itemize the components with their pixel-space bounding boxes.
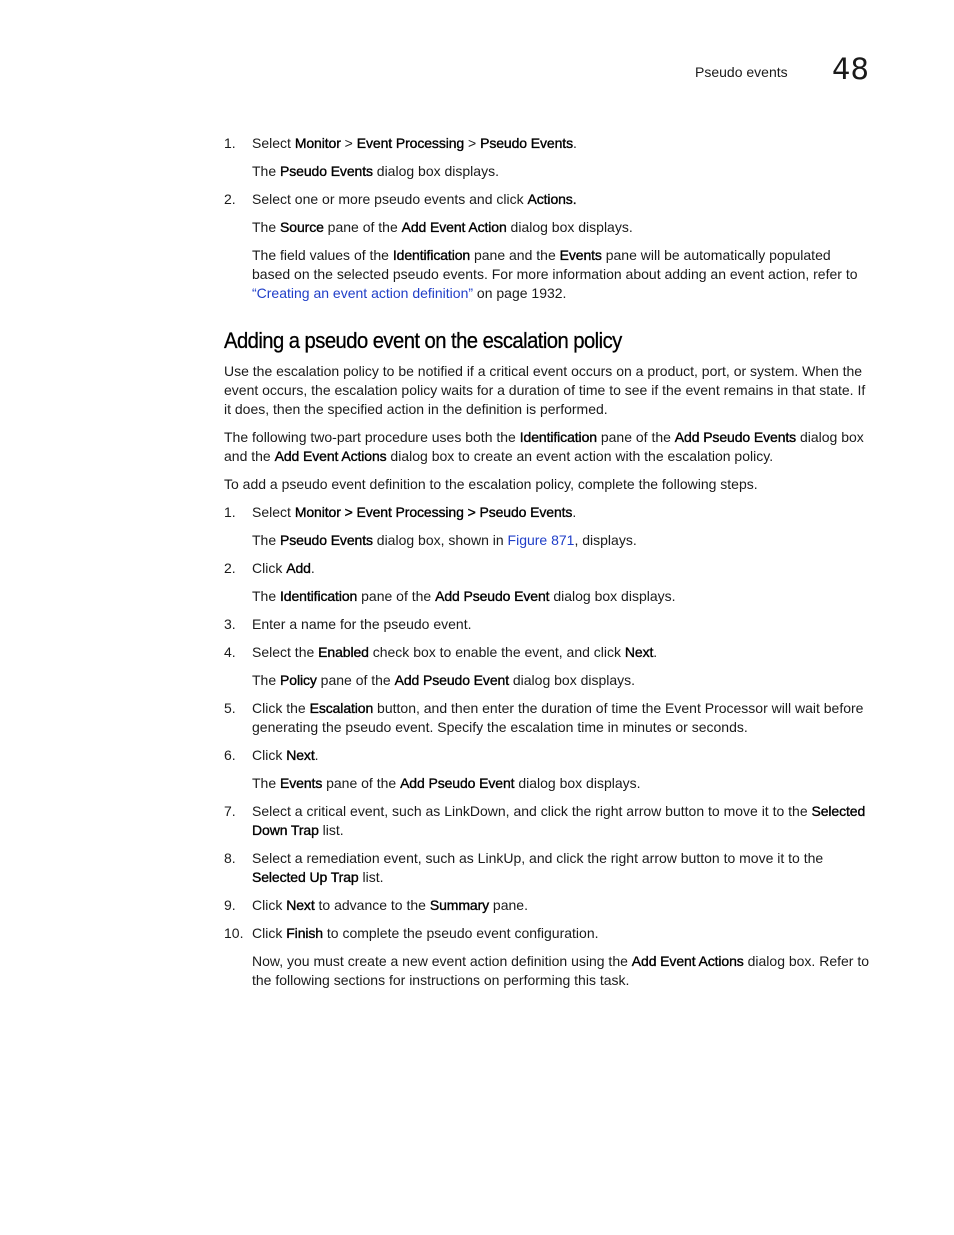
ui-term: Events: [280, 775, 323, 791]
figure-link[interactable]: Figure 871: [507, 532, 575, 548]
text: dialog box displays.: [506, 219, 633, 235]
text: Select: [252, 135, 295, 151]
text: >: [464, 135, 481, 151]
step-10: [224, 924, 870, 943]
text: pane of the: [322, 775, 401, 791]
intro-step-1-result: [224, 162, 870, 181]
ui-term: Add: [286, 560, 311, 576]
ui-term: Next: [286, 747, 315, 763]
intro-step-2-note: [224, 246, 870, 303]
text: .: [310, 560, 315, 576]
step-number: 10.: [224, 925, 244, 941]
ui-term: Event Processing: [356, 135, 465, 151]
intro-step-2: [224, 190, 870, 209]
step-number: 9.: [224, 897, 236, 913]
text: The: [252, 775, 281, 791]
step-number: 2.: [224, 560, 236, 576]
text: Select: [252, 504, 295, 520]
text: .: [314, 747, 319, 763]
step-number: 1.: [224, 135, 236, 151]
section-paragraph-3: To add a pseudo event definition to the escalation policy, complete the following steps.: [224, 476, 758, 492]
text: dialog box displays.: [549, 588, 676, 604]
step-10-result: [224, 952, 870, 990]
ui-term: Pseudo Events: [280, 532, 373, 548]
step-number: 7.: [224, 803, 236, 819]
text: button, and then enter the duration of time the Event Processor will wait before generating the pseudo event. Specify the escalation time in minutes or seconds.: [252, 700, 864, 735]
ui-term: Monitor: [294, 135, 341, 151]
step-8: [224, 849, 870, 887]
text: The following two-part procedure uses both the: [224, 429, 520, 445]
step-6: [224, 746, 870, 765]
step-3: [224, 615, 870, 634]
step-4-result: [224, 671, 870, 690]
ui-term: Escalation: [309, 700, 374, 716]
step-9: [224, 896, 870, 915]
ui-term: Add Event Actions: [631, 953, 744, 969]
ui-term: Next: [624, 644, 654, 660]
ui-term: Source: [280, 219, 324, 235]
text: pane of the: [357, 588, 436, 604]
step-7: [224, 802, 870, 840]
ui-term: Monitor > Event Processing > Pseudo Events: [294, 504, 573, 520]
ui-term: Summary: [429, 897, 490, 913]
step-1: [224, 503, 870, 522]
ui-term: Pseudo Events: [280, 163, 373, 179]
text: The: [252, 163, 281, 179]
text: The: [252, 532, 281, 548]
ui-term: Policy: [280, 672, 317, 688]
text: , displays.: [574, 532, 637, 548]
text: dialog box to create an event action with the escalation policy.: [386, 448, 774, 464]
ui-term: Add Pseudo Event: [394, 672, 509, 688]
section-paragraph-2: [224, 428, 870, 466]
text: Click: [252, 925, 287, 941]
ui-term: Finish: [286, 925, 323, 941]
text: Select one or more pseudo events and click: [252, 191, 528, 207]
ui-term: Add Pseudo Events: [674, 429, 797, 445]
chapter-number: 48: [832, 52, 869, 86]
text: to advance to the: [314, 897, 430, 913]
ui-term: Add Pseudo Event: [435, 588, 550, 604]
ui-term: Identification: [280, 588, 358, 604]
ui-term: Add Event Actions: [274, 448, 387, 464]
ui-term: Add Event Action: [401, 219, 507, 235]
step-2: [224, 559, 870, 578]
text: Select a critical event, such as LinkDown, and click the right arrow button to move it to the: [252, 803, 812, 819]
step-number: 2.: [224, 191, 236, 207]
text: pane of the: [316, 672, 395, 688]
text: dialog box displays.: [372, 163, 499, 179]
text: The: [252, 588, 281, 604]
text: .: [572, 135, 577, 151]
section-heading: Adding a pseudo event on the escalation policy: [224, 328, 622, 353]
ui-term: Next: [286, 897, 315, 913]
ui-term: Add Pseudo Event: [400, 775, 515, 791]
text: The: [252, 219, 281, 235]
text: pane of the: [596, 429, 675, 445]
step-2-result: [224, 587, 870, 606]
text: >: [340, 135, 357, 151]
text: Select the: [252, 644, 319, 660]
ui-term: Identification: [519, 429, 597, 445]
text: pane will be automatically populated based on the selected pseudo events. For more information about adding an event action, refer to: [252, 247, 858, 282]
ui-term: Identification: [392, 247, 471, 263]
step-4: [224, 643, 870, 662]
text: dialog box displays.: [508, 672, 636, 688]
text: Select a remediation event, such as LinkUp, and click the right arrow button to move it to the: [252, 850, 824, 866]
text: Click: [252, 747, 287, 763]
step-number: 5.: [224, 700, 236, 716]
text: Now, you must create a new event action definition using the: [252, 953, 632, 969]
step-number: 3.: [224, 616, 236, 632]
text: .: [653, 644, 658, 660]
text: pane of the: [323, 219, 402, 235]
text: Click the: [252, 700, 310, 716]
text: pane.: [489, 897, 528, 913]
text: Click: [252, 897, 287, 913]
text: .: [572, 504, 577, 520]
section-paragraph-1: Use the escalation policy to be notified if a critical event occurs on a product, port, or system. When the event occurs, the escalation policy waits for a duration of time to see if the event remains in that state. If it does, then the specified action in the definition is performed.: [224, 363, 866, 417]
cross-reference-link[interactable]: “Creating an event action definition”: [252, 285, 474, 301]
running-header-section: Pseudo events: [695, 64, 788, 80]
ui-term: Selected Up Trap: [252, 869, 359, 885]
text: dialog box and the: [224, 429, 864, 464]
intro-step-2-result: [224, 218, 870, 237]
intro-step-1: [224, 134, 870, 153]
text: list.: [358, 869, 384, 885]
text: pane and the: [470, 247, 560, 263]
text: on page 1932.: [473, 285, 567, 301]
page-content: [224, 134, 870, 999]
text: dialog box. Refer to the following sections for instructions on performing this task.: [252, 953, 870, 988]
step-number: 4.: [224, 644, 236, 660]
ui-term: Events: [559, 247, 602, 263]
text: Click: [252, 560, 287, 576]
text: The: [252, 672, 281, 688]
text: The field values of the: [252, 247, 393, 263]
step-1-result: [224, 531, 870, 550]
step-5: [224, 699, 870, 737]
text: Enter a name for the pseudo event.: [252, 616, 472, 632]
ui-term: Pseudo Events: [480, 135, 573, 151]
ui-term: Enabled: [318, 644, 369, 660]
step-number: 1.: [224, 504, 236, 520]
text: dialog box, shown in: [372, 532, 508, 548]
text: list.: [318, 822, 344, 838]
step-6-result: [224, 774, 870, 793]
step-number: 8.: [224, 850, 236, 866]
text: check box to enable the event, and click: [368, 644, 625, 660]
step-number: 6.: [224, 747, 236, 763]
ui-term: Selected Down Trap: [252, 803, 866, 838]
text: dialog box displays.: [514, 775, 641, 791]
text: to complete the pseudo event configuration.: [322, 925, 599, 941]
ui-term: Actions.: [527, 191, 577, 207]
